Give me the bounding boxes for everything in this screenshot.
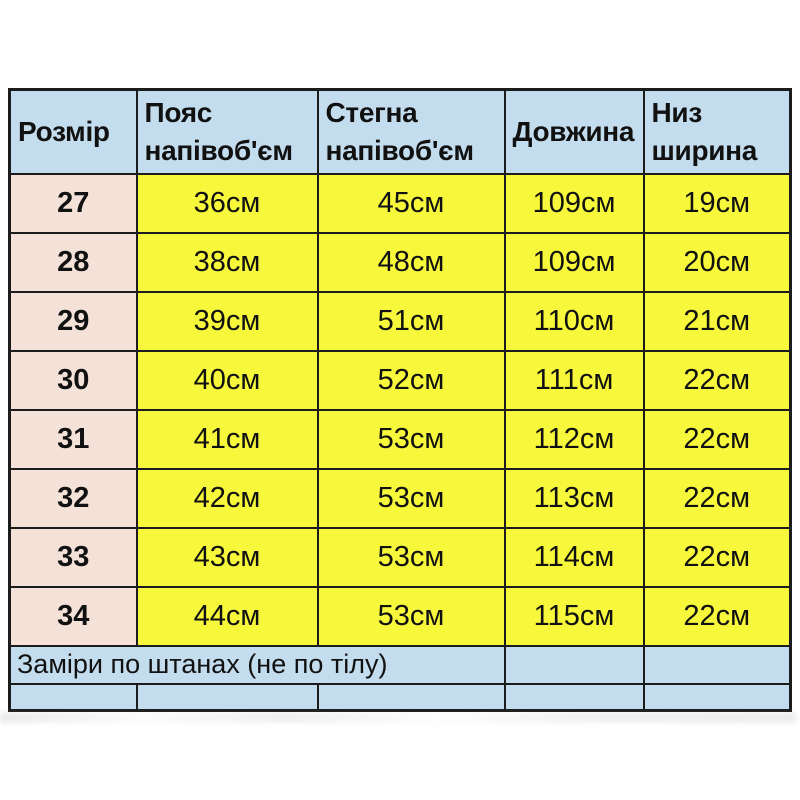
length-cell: 115см — [505, 587, 644, 646]
table-row-34 — [10, 587, 791, 646]
empty-cell — [318, 684, 505, 711]
length-cell: 112см — [505, 410, 644, 469]
waist-cell: 36см — [137, 174, 318, 233]
length-cell: 114см — [505, 528, 644, 587]
waist-cell: 40см — [137, 351, 318, 410]
length-cell: 110см — [505, 292, 644, 351]
waist-cell: 44см — [137, 587, 318, 646]
empty-cell — [644, 646, 791, 684]
header-bottom-line2: ширина — [651, 134, 758, 166]
header-length-label: Довжина — [512, 115, 635, 147]
bottom-cell: 22см — [644, 587, 791, 646]
note-row — [10, 646, 791, 684]
empty-cell — [10, 684, 137, 711]
hips-cell: 45см — [318, 174, 505, 233]
header-length — [505, 90, 644, 174]
hips-cell: 53см — [318, 587, 505, 646]
length-cell: 109см — [505, 174, 644, 233]
length-cell: 111см — [505, 351, 644, 410]
hips-cell: 53см — [318, 469, 505, 528]
size-cell: 31 — [10, 410, 137, 469]
header-hips — [318, 90, 505, 174]
length-cell: 109см — [505, 233, 644, 292]
waist-cell: 43см — [137, 528, 318, 587]
size-cell: 33 — [10, 528, 137, 587]
hips-cell: 51см — [318, 292, 505, 351]
bottom-cell: 22см — [644, 351, 791, 410]
empty-cell — [137, 684, 318, 711]
waist-cell: 39см — [137, 292, 318, 351]
table-row-30 — [10, 351, 791, 410]
size-cell: 27 — [10, 174, 137, 233]
size-chart-table — [8, 88, 792, 712]
bottom-cell: 20см — [644, 233, 791, 292]
table-row-28 — [10, 233, 791, 292]
bottom-cell: 19см — [644, 174, 791, 233]
table-row-31 — [10, 410, 791, 469]
size-cell: 32 — [10, 469, 137, 528]
header-bottom — [644, 90, 791, 174]
header-hips-line2: напівоб'єм — [325, 134, 474, 166]
measurement-note: Заміри по штанах (не по тілу) — [10, 646, 505, 684]
hips-cell: 53см — [318, 410, 505, 469]
empty-row — [10, 684, 791, 711]
size-cell: 29 — [10, 292, 137, 351]
header-row — [10, 90, 791, 174]
empty-cell — [644, 684, 791, 711]
bottom-cell: 21см — [644, 292, 791, 351]
size-cell: 34 — [10, 587, 137, 646]
table-row-29 — [10, 292, 791, 351]
jpeg-artifact-band — [0, 712, 796, 723]
table-row-27 — [10, 174, 791, 233]
header-size-label: Розмір — [18, 115, 110, 147]
header-hips-line1: Стегна — [325, 96, 418, 128]
bottom-cell: 22см — [644, 528, 791, 587]
empty-cell — [505, 646, 644, 684]
header-bottom-line1: Низ — [651, 96, 702, 128]
header-waist-line2: напівоб'єм — [144, 134, 293, 166]
table-row-33 — [10, 528, 791, 587]
hips-cell: 52см — [318, 351, 505, 410]
length-cell: 113см — [505, 469, 644, 528]
hips-cell: 48см — [318, 233, 505, 292]
header-size — [10, 90, 137, 174]
bottom-cell: 22см — [644, 410, 791, 469]
hips-cell: 53см — [318, 528, 505, 587]
header-waist — [137, 90, 318, 174]
header-waist-line1: Пояс — [144, 96, 213, 128]
table-row-32 — [10, 469, 791, 528]
size-cell: 28 — [10, 233, 137, 292]
empty-cell — [505, 684, 644, 711]
size-cell: 30 — [10, 351, 137, 410]
waist-cell: 42см — [137, 469, 318, 528]
waist-cell: 38см — [137, 233, 318, 292]
waist-cell: 41см — [137, 410, 318, 469]
bottom-cell: 22см — [644, 469, 791, 528]
